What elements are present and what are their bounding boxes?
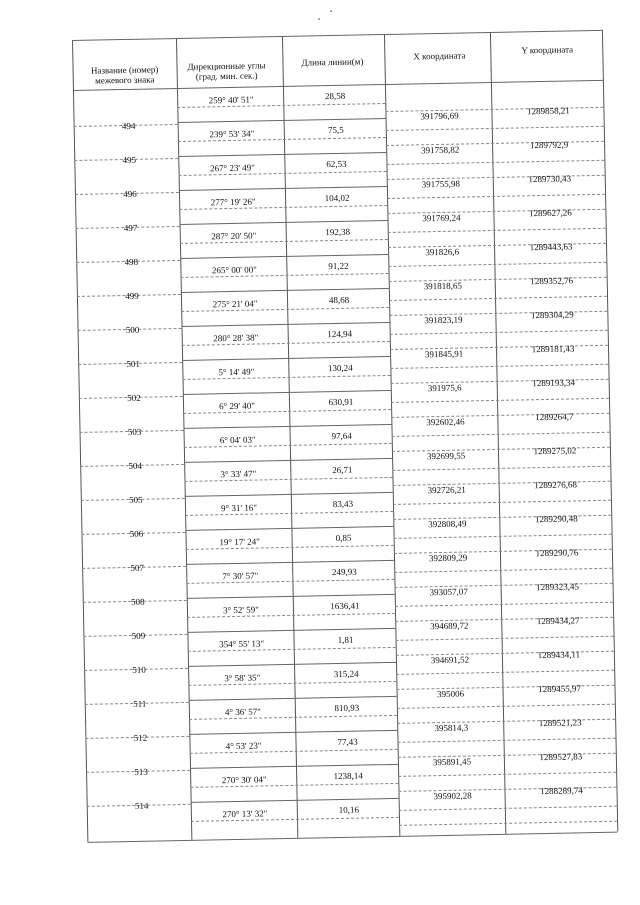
x-coordinate: 392699,55	[426, 450, 466, 462]
grid-line	[398, 738, 616, 743]
y-coordinate: 1289521,23	[538, 717, 582, 729]
direction-angle: 4° 36' 57"	[224, 706, 261, 718]
boundary-mark-number: 509	[131, 630, 146, 641]
boundary-mark-number: 503	[127, 426, 142, 438]
x-coordinate: 393057,07	[429, 586, 468, 598]
y-coordinate: 1289730,43	[528, 173, 572, 185]
column-border	[602, 30, 618, 832]
grid-line	[178, 118, 386, 123]
grid-line	[189, 696, 397, 701]
grid-line	[183, 424, 391, 429]
boundary-mark-number: 511	[133, 698, 147, 709]
direction-angle: 270° 30' 04"	[221, 774, 267, 786]
boundary-mark-number: 513	[134, 766, 148, 777]
boundary-mark-number: 498	[124, 256, 139, 268]
line-length: 124,94	[327, 328, 353, 340]
x-coordinate: 395814,3	[434, 722, 469, 734]
grid-line	[87, 832, 617, 843]
line-length: 192,38	[325, 226, 351, 238]
header-direction-angle: Дирекционные углы (град. мин. сек.)	[187, 60, 266, 82]
direction-angle: 265° 00' 00"	[211, 264, 257, 276]
grid-line	[398, 772, 616, 777]
grid-line	[389, 296, 607, 301]
y-coordinate: 1289627,26	[528, 207, 572, 219]
line-length: 75,5	[327, 124, 344, 136]
line-length: 77,43	[337, 736, 358, 748]
x-coordinate: 391755,98	[421, 178, 461, 190]
direction-angle: 287° 20' 50"	[211, 230, 257, 242]
grid-line	[392, 466, 610, 471]
boundary-mark-number: 504	[128, 460, 143, 471]
line-length: 28,58	[324, 90, 346, 102]
boundary-mark-number: 508	[130, 596, 145, 607]
y-coordinate: 1289792,9	[529, 139, 569, 151]
grid-line	[390, 330, 608, 335]
line-length: 104,02	[324, 192, 350, 204]
x-coordinate: 391758,82	[420, 144, 460, 156]
grid-line	[187, 628, 395, 633]
line-length: 249,93	[331, 566, 357, 578]
x-coordinate: 391818,65	[423, 280, 463, 292]
grid-line	[189, 730, 397, 735]
y-coordinate: 1289443,63	[529, 241, 573, 253]
line-length: 1,81	[337, 634, 354, 646]
x-coordinate: 391796,69	[420, 110, 459, 122]
grid-line	[399, 806, 617, 811]
direction-angle: 3° 58' 35"	[224, 672, 261, 684]
y-coordinate: 1289527,83	[539, 751, 583, 763]
x-coordinate: 395006	[437, 688, 465, 700]
direction-angle: 19° 17' 24"	[219, 536, 260, 548]
grid-line	[191, 798, 399, 803]
direction-angle: 277° 19' 26"	[210, 196, 256, 208]
boundary-mark-number: 500	[125, 324, 140, 336]
grid-line	[395, 602, 613, 607]
line-length: 1636,41	[330, 600, 360, 612]
scan-speck	[318, 18, 320, 20]
x-coordinate: 391823,19	[424, 314, 463, 326]
direction-angle: 6° 29' 40"	[219, 400, 256, 412]
grid-line	[397, 704, 615, 709]
grid-line	[392, 432, 610, 437]
x-coordinate: 391975,6	[427, 382, 462, 394]
boundary-mark-number: 510	[132, 664, 146, 675]
header-mark-name: Название (номер) межевого знака	[90, 64, 159, 86]
boundary-mark-number: 494	[121, 120, 136, 132]
x-coordinate: 395891,45	[432, 756, 472, 768]
direction-angle: 3° 33' 47"	[220, 468, 257, 480]
grid-line	[180, 254, 388, 259]
x-coordinate: 392809,29	[428, 552, 468, 564]
boundary-mark-number: 501	[126, 358, 141, 370]
y-coordinate: 1289275,02	[533, 445, 577, 457]
y-coordinate: 1289290,76	[535, 547, 579, 559]
direction-angle: 270° 13' 32"	[222, 808, 268, 820]
grid-line	[394, 568, 612, 573]
grid-line	[179, 186, 387, 191]
x-coordinate: 391845,91	[424, 348, 464, 360]
y-coordinate: 1289304,29	[530, 309, 574, 321]
direction-angle: 3° 52' 59"	[222, 604, 260, 616]
y-coordinate: 1289264,7	[535, 411, 574, 423]
line-length: 62,53	[326, 158, 347, 170]
grid-line	[387, 194, 605, 199]
line-length: 315,24	[333, 668, 359, 680]
line-length: 130,24	[327, 362, 353, 374]
line-length: 1238,14	[333, 770, 363, 782]
grid-line	[180, 220, 388, 225]
boundary-mark-number: 497	[123, 222, 138, 234]
grid-line	[181, 288, 389, 293]
grid-line	[386, 126, 604, 131]
grid-line	[388, 228, 606, 233]
y-coordinate: 1289858,21	[526, 105, 570, 117]
header-x-coordinate: X координата	[413, 50, 466, 62]
header-line-length: Длина линии(м)	[301, 56, 364, 68]
boundary-mark-number: 495	[122, 154, 137, 166]
x-coordinate: 391769,24	[422, 212, 461, 224]
grid-line	[178, 152, 386, 157]
y-coordinate: 1289352,76	[530, 275, 574, 287]
direction-angle: 239° 53' 34"	[209, 128, 255, 140]
grid-line	[396, 670, 614, 675]
x-coordinate: 394691,52	[430, 654, 470, 666]
grid-line	[188, 662, 396, 667]
line-length: 48,68	[328, 294, 350, 306]
line-length: 10,16	[338, 804, 360, 816]
grid-line	[182, 356, 390, 361]
line-length: 810,93	[334, 702, 360, 714]
x-coordinate: 392808,49	[428, 518, 467, 530]
boundary-mark-number: 506	[129, 528, 144, 539]
direction-angle: 259° 40' 51"	[208, 94, 254, 106]
y-coordinate: 1289193,34	[532, 377, 576, 389]
y-coordinate: 1289434,11	[537, 649, 581, 661]
x-coordinate: 391826,6	[425, 246, 460, 258]
boundary-mark-number: 502	[127, 392, 141, 404]
direction-angle: 9° 31' 16"	[220, 502, 258, 514]
x-coordinate: 392602,46	[426, 416, 465, 428]
direction-angle: 354° 55' 13"	[219, 638, 265, 650]
grid-line	[396, 636, 614, 641]
x-coordinate: 392726,21	[427, 484, 466, 496]
grid-line	[186, 560, 394, 565]
boundary-mark-number: 496	[123, 188, 137, 200]
grid-line	[388, 262, 606, 267]
y-coordinate: 1289434,27	[536, 615, 580, 627]
grid-line	[391, 398, 609, 403]
grid-line	[183, 390, 391, 395]
grid-line	[72, 30, 602, 41]
grid-line	[390, 364, 608, 369]
direction-angle: 7° 30' 57"	[222, 570, 259, 582]
grid-line	[185, 526, 393, 531]
boundary-mark-number: 514	[134, 800, 149, 811]
x-coordinate: 395902,28	[433, 790, 472, 802]
boundary-coordinates-table	[72, 29, 640, 840]
grid-line	[187, 594, 395, 599]
y-coordinate: 1289290,48	[534, 513, 578, 525]
y-coordinate: 1289181,43	[531, 343, 575, 355]
scan-speck	[330, 10, 332, 12]
y-coordinate: 1288289,74	[540, 785, 583, 797]
direction-angle: 275° 21' 04"	[212, 298, 258, 310]
line-length: 83,43	[332, 498, 354, 510]
grid-line	[182, 322, 390, 327]
direction-angle: 4° 53' 23"	[225, 740, 262, 752]
boundary-mark-number: 499	[125, 290, 139, 302]
x-coordinate: 394689,72	[430, 620, 469, 632]
line-length: 26,71	[332, 464, 353, 476]
boundary-mark-number: 505	[128, 494, 143, 505]
grid-line	[184, 458, 392, 463]
direction-angle: 5° 14' 49"	[218, 366, 255, 378]
boundary-mark-number: 507	[130, 562, 144, 573]
grid-line	[394, 534, 612, 539]
y-coordinate: 1289455,97	[538, 683, 582, 695]
direction-angle: 6° 04' 03"	[219, 434, 256, 446]
line-length: 630,91	[328, 396, 354, 408]
grid-line	[185, 492, 393, 497]
direction-angle: 280° 28' 38"	[213, 332, 259, 344]
line-length: 91,22	[328, 260, 349, 272]
grid-line	[190, 764, 398, 769]
table-grid	[72, 29, 640, 40]
grid-line	[386, 160, 604, 165]
boundary-mark-number: 512	[133, 732, 148, 743]
y-coordinate: 1289276,68	[534, 479, 578, 491]
direction-angle: 267° 23' 49"	[209, 162, 256, 174]
y-coordinate: 1289323,45	[536, 581, 580, 593]
line-length: 0,85	[335, 532, 352, 544]
grid-line	[393, 500, 611, 505]
header-y-coordinate: Y координата	[521, 44, 574, 56]
line-length: 97,64	[331, 430, 352, 442]
grid-line	[399, 821, 617, 826]
